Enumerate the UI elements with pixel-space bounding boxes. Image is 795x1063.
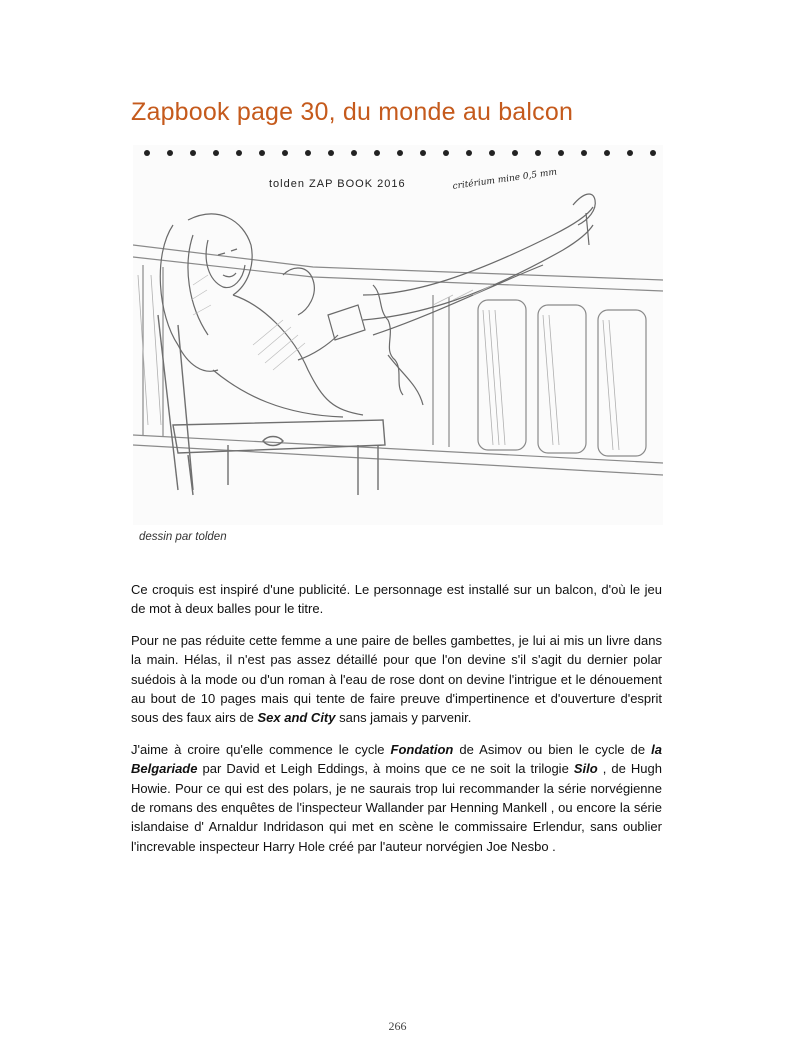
paragraph-1: [131, 580, 662, 619]
paragraph-2: [131, 631, 662, 728]
emphasis-title: Silo: [573, 761, 598, 777]
paragraph-text: de Asimov ou bien le cycle de: [453, 741, 652, 757]
paragraph-text: , de Hugh Howie. Pour ce qui est des polars, je ne saurais trop lui recommander la série norvégienne de romans des enquêtes de l'inspecteur Wallander par Henning Mankell , ou encore la série islandaise d' Arnaldur Indridason qui met en scène le commissaire Erlendur, sans oublier l'increvable inspecteur Harry Hole créé par l'auteur norvégien Joe Nesbo .: [131, 761, 662, 854]
emphasis-title: la Belgariade: [131, 741, 662, 777]
paragraph-text: Ce croquis est inspiré d'une publicité. Le personnage est installé sur un balcon, d'où le jeu de mot à deux balles pour le titre.: [131, 582, 662, 617]
paragraph-3: [131, 740, 662, 856]
sketch-paper: [133, 145, 663, 525]
pencil-sketch-drawing: [133, 145, 663, 525]
page-title: Zapbook page 30, du monde au balcon: [131, 98, 574, 126]
article-body: [131, 580, 662, 868]
sketch-figure: [133, 145, 663, 525]
page-number: 266: [388, 1019, 407, 1033]
paragraph-text: par David et Leigh Eddings, à moins que ce ne soit la trilogie: [197, 761, 574, 777]
paragraph-text: J'aime à croire qu'elle commence le cycle: [131, 741, 391, 757]
pen-note-text: critérium mine 0,5 mm: [452, 167, 558, 192]
sketch-header-text: tolden ZAP BOOK 2016: [269, 178, 406, 190]
emphasis-title: Sex and City: [257, 710, 336, 726]
emphasis-title: Fondation: [390, 741, 454, 757]
figure-caption: dessin par tolden: [139, 531, 227, 543]
paragraph-text: Pour ne pas réduite cette femme a une paire de belles gambettes, je lui ai mis un livre dans la main. Hélas, il n'est pas assez détaillé pour que l'on devine s'il s'agit du dernier polar suédois à la mode ou d'un roman à l'eau de rose dont on devine l'intrigue et le dénouement au bout de 10 pages mais qui tente de faire preuve d'impertinence et d'ouverture d'esprit sous des faux airs de: [131, 632, 662, 726]
paragraph-text: sans jamais y parvenir.: [335, 710, 472, 726]
